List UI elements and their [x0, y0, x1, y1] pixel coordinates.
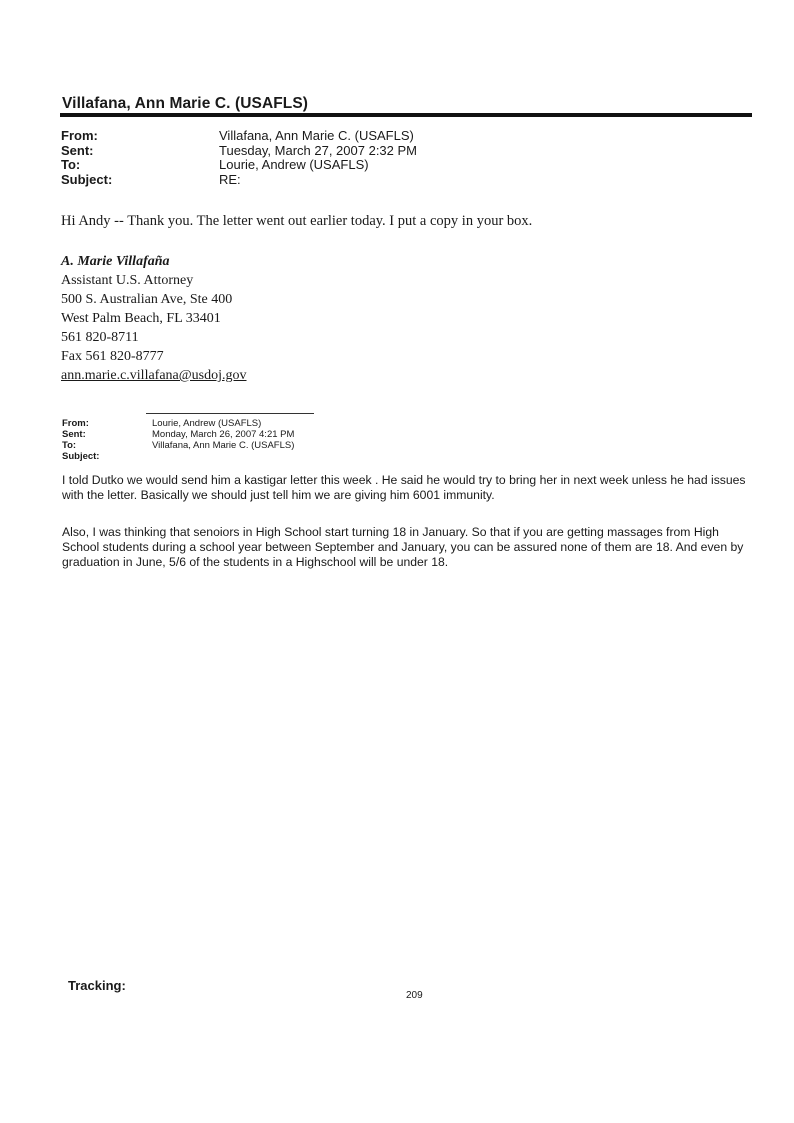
orig-header-row-to	[62, 440, 662, 451]
email-header	[61, 129, 661, 187]
header-row-from	[61, 129, 661, 144]
email-body: Hi Andy -- Thank you. The letter went out earlier today. I put a copy in your box.	[61, 213, 533, 229]
orig-from-label: From:	[62, 418, 89, 429]
page-title: Villafana, Ann Marie C. (USAFLS)	[62, 95, 309, 112]
signature-title: Assistant U.S. Attorney	[61, 273, 194, 288]
title-divider	[60, 113, 752, 117]
orig-header-row-sent	[62, 429, 662, 440]
signature-address-line1: 500 S. Australian Ave, Ste 400	[61, 292, 233, 307]
orig-header-row-subject	[62, 451, 662, 462]
signature-email-link[interactable]: ann.marie.c.villafana@usdoj.gov	[61, 368, 247, 383]
subject-value: RE:	[219, 171, 241, 187]
original-message-divider	[146, 413, 314, 414]
header-row-subject	[61, 173, 661, 188]
orig-to-value: Villafana, Ann Marie C. (USAFLS)	[152, 440, 295, 451]
original-message-body	[62, 473, 752, 592]
signature-phone: 561 820-8711	[61, 330, 139, 345]
orig-header-row-from	[62, 418, 662, 429]
orig-to-label: To:	[62, 440, 77, 451]
original-paragraph-1: I told Dutko we would send him a kastigar letter this week . He said he would try to bring her in next week unless he had issues with the letter. Basically we should just tell him we are giving him 6001 immunity.	[62, 473, 746, 502]
sent-label: Sent:	[61, 142, 94, 158]
header-row-to	[61, 158, 661, 173]
header-row-sent	[61, 144, 661, 159]
orig-sent-label: Sent:	[62, 429, 86, 440]
original-message-header	[62, 418, 662, 462]
orig-subject-label: Subject:	[62, 451, 100, 462]
original-paragraph-2: Also, I was thinking that senoiors in High School start turning 18 in January. So that if you are getting massages from High School students during a school year between September and January, you can be assured none of them are 18. And even by graduation in June, 5/6 of the students in a Highschool will be under 18.	[62, 525, 744, 569]
signature-name: A. Marie Villafaña	[61, 254, 170, 269]
tracking-label: Tracking:	[68, 978, 126, 993]
orig-sent-value: Monday, March 26, 2007 4:21 PM	[152, 429, 295, 440]
signature-fax: Fax 561 820-8777	[61, 349, 164, 364]
signature-address-line2: West Palm Beach, FL 33401	[61, 311, 221, 326]
from-label: From:	[61, 128, 98, 143]
from-value: Villafana, Ann Marie C. (USAFLS)	[219, 128, 414, 143]
subject-label: Subject:	[61, 171, 113, 187]
signature-block	[61, 252, 247, 385]
page-number: 209	[406, 990, 423, 1001]
to-label: To:	[61, 157, 81, 172]
sent-value: Tuesday, March 27, 2007 2:32 PM	[219, 142, 417, 158]
to-value: Lourie, Andrew (USAFLS)	[219, 157, 369, 172]
orig-from-value: Lourie, Andrew (USAFLS)	[152, 418, 262, 429]
